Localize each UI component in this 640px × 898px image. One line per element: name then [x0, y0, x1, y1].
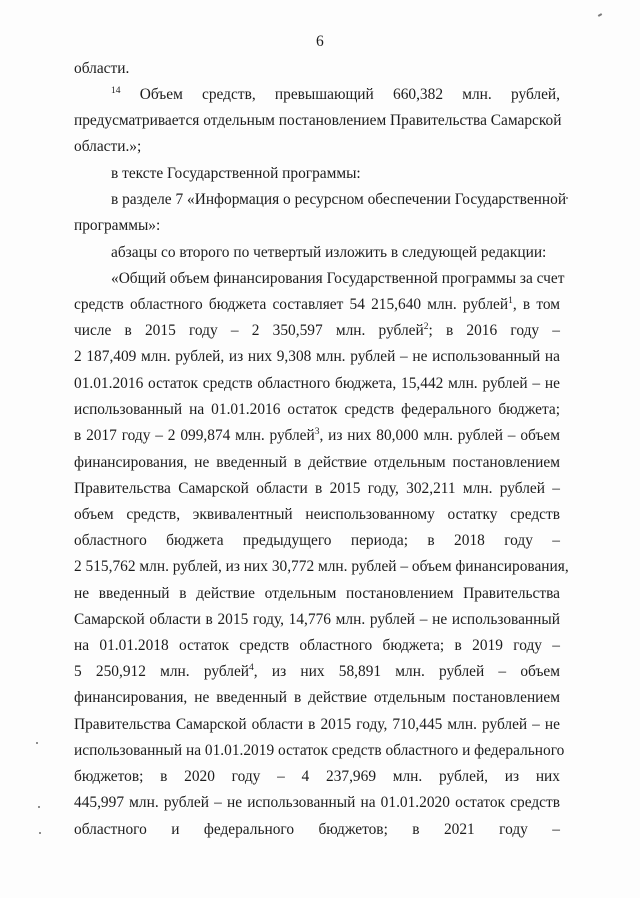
text-line: финансирования, не введенный в действие отдельным постановлением: [74, 453, 560, 471]
text-line: «Общий объем финансирования Государственной программы за счет: [111, 269, 565, 287]
text-line: 2 187,409 млн. рублей, из них 9,308 млн. рублей – не использованный на: [74, 348, 560, 366]
scan-mark: [598, 13, 602, 17]
scan-mark: [36, 742, 38, 744]
scan-mark: [39, 832, 41, 834]
text-line: областного бюджета предыдущего периода; в 2018 году –: [74, 531, 560, 549]
text-line: предусматривается отдельным постановлением Правительства Самарской: [74, 112, 562, 130]
text-line: Самарской области в 2015 году, 14,776 млн. рублей – не использованный: [74, 611, 560, 629]
text-line: программы»:: [74, 216, 161, 234]
text-line: средств областного бюджета составляет 54 215,640 млн. рублей$^1$, в том: [74, 295, 560, 313]
text-line: 01.01.2016 остаток средств областного бюджета, 15,442 млн. рублей – не: [74, 375, 560, 393]
text-line: $^{14}$ Объем средств, превышающий 660,382 млн. рублей,: [111, 86, 560, 104]
text-line: 5 250,912 млн. рублей$^4$, из них 58,891 млн. рублей – объем: [74, 663, 560, 681]
text-line: областного и федерального бюджетов; в 2021 году –: [74, 820, 560, 838]
text-line: в тексте Государственной программы:: [111, 165, 361, 183]
text-line: числе в 2015 году – 2 350,597 млн. рублей$^2$; в 2016 году –: [74, 322, 560, 339]
text-line: 2 515,762 млн. рублей, из них 30,772 млн. рублей – объем финансирования,: [74, 557, 569, 575]
text-line: Правительства Самарской области в 2015 году, 710,445 млн. рублей – не: [74, 715, 560, 733]
text-line: Правительства Самарской области в 2015 году, 302,211 млн. рублей –: [74, 479, 560, 497]
text-line: в разделе 7 «Информация о ресурсном обеспечении Государственной: [111, 190, 567, 208]
text-line: в 2017 году – 2 099,874 млн. рублей$^3$, из них 80,000 млн. рублей – объем: [74, 427, 560, 445]
text-line: области.: [74, 60, 130, 77]
scan-mark: [38, 806, 40, 808]
text-line: объем средств, эквивалентный неиспользованному остатку средств: [74, 505, 560, 523]
text-line: не введенный в действие отдельным постановлением Правительства: [74, 585, 560, 602]
text-line: финансирования, не введенный в действие отдельным постановлением: [74, 689, 560, 707]
text-line: использованный на 01.01.2019 остаток средств областного и федерального: [74, 741, 565, 759]
text-line: использованный на 01.01.2016 остаток средств федерального бюджета;: [74, 401, 560, 419]
text-line: области.»;: [74, 138, 142, 156]
text-line: бюджетов; в 2020 году – 4 237,969 млн. рублей, из них: [74, 767, 560, 785]
scan-mark: [566, 197, 568, 199]
text-line: на 01.01.2018 остаток средств областного бюджета; в 2019 году –: [74, 637, 560, 655]
text-line: 445,997 млн. рублей – не использованный на 01.01.2020 остаток средств: [74, 793, 560, 811]
text-line: абзацы со второго по четвертый изложить в следующей редакции:: [111, 243, 547, 261]
page-number: 6: [316, 33, 324, 50]
